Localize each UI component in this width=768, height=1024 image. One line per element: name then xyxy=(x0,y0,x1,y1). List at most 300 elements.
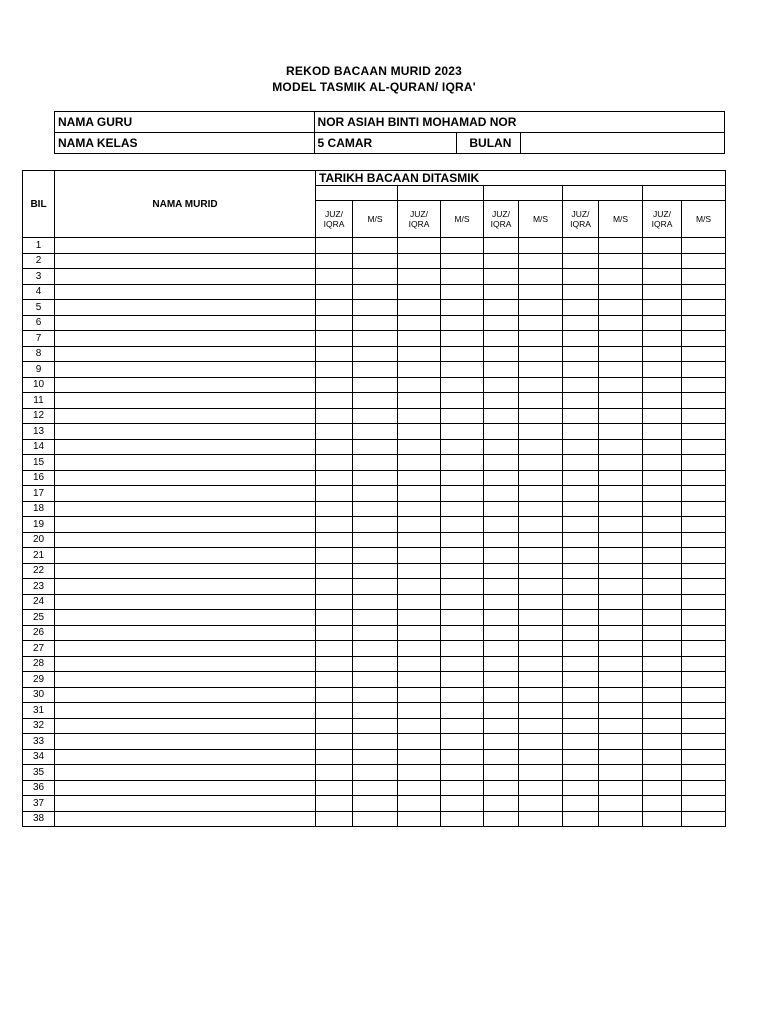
juz-iqra-cell[interactable] xyxy=(398,811,441,827)
juz-iqra-cell[interactable] xyxy=(398,393,441,409)
ms-cell[interactable] xyxy=(519,703,563,719)
juz-iqra-cell[interactable] xyxy=(484,749,519,765)
juz-iqra-cell[interactable] xyxy=(563,315,599,331)
ms-cell[interactable] xyxy=(441,377,484,393)
ms-cell[interactable] xyxy=(599,749,643,765)
ms-cell[interactable] xyxy=(599,346,643,362)
juz-iqra-cell[interactable] xyxy=(563,253,599,269)
ms-cell[interactable] xyxy=(599,253,643,269)
juz-iqra-cell[interactable] xyxy=(563,594,599,610)
ms-cell[interactable] xyxy=(682,269,726,285)
ms-cell[interactable] xyxy=(353,641,398,657)
juz-iqra-cell[interactable] xyxy=(398,780,441,796)
juz-iqra-cell[interactable] xyxy=(643,641,682,657)
ms-cell[interactable] xyxy=(682,284,726,300)
juz-iqra-cell[interactable] xyxy=(484,300,519,316)
ms-cell[interactable] xyxy=(353,346,398,362)
juz-iqra-cell[interactable] xyxy=(398,796,441,812)
ms-cell[interactable] xyxy=(682,331,726,347)
juz-iqra-cell[interactable] xyxy=(316,672,353,688)
ms-cell[interactable] xyxy=(599,672,643,688)
ms-cell[interactable] xyxy=(441,625,484,641)
ms-cell[interactable] xyxy=(441,532,484,548)
nama-murid-cell[interactable] xyxy=(55,703,316,719)
juz-iqra-cell[interactable] xyxy=(398,253,441,269)
ms-cell[interactable] xyxy=(441,455,484,471)
ms-cell[interactable] xyxy=(599,424,643,440)
ms-cell[interactable] xyxy=(441,796,484,812)
ms-cell[interactable] xyxy=(519,346,563,362)
nama-murid-cell[interactable] xyxy=(55,393,316,409)
juz-iqra-cell[interactable] xyxy=(316,687,353,703)
ms-cell[interactable] xyxy=(353,486,398,502)
juz-iqra-cell[interactable] xyxy=(643,672,682,688)
juz-iqra-cell[interactable] xyxy=(316,811,353,827)
nama-murid-cell[interactable] xyxy=(55,238,316,254)
ms-cell[interactable] xyxy=(599,269,643,285)
nama-murid-cell[interactable] xyxy=(55,300,316,316)
juz-iqra-cell[interactable] xyxy=(316,532,353,548)
juz-iqra-cell[interactable] xyxy=(398,517,441,533)
ms-cell[interactable] xyxy=(519,439,563,455)
juz-iqra-cell[interactable] xyxy=(563,269,599,285)
juz-iqra-cell[interactable] xyxy=(316,501,353,517)
nama-murid-cell[interactable] xyxy=(55,687,316,703)
ms-cell[interactable] xyxy=(441,656,484,672)
nama-murid-cell[interactable] xyxy=(55,501,316,517)
ms-cell[interactable] xyxy=(599,362,643,378)
juz-iqra-cell[interactable] xyxy=(484,424,519,440)
juz-iqra-cell[interactable] xyxy=(316,734,353,750)
juz-iqra-cell[interactable] xyxy=(316,300,353,316)
juz-iqra-cell[interactable] xyxy=(563,734,599,750)
date-cell[interactable] xyxy=(643,186,726,201)
nama-murid-cell[interactable] xyxy=(55,315,316,331)
juz-iqra-cell[interactable] xyxy=(484,470,519,486)
ms-cell[interactable] xyxy=(599,625,643,641)
ms-cell[interactable] xyxy=(519,486,563,502)
nama-murid-cell[interactable] xyxy=(55,765,316,781)
ms-cell[interactable] xyxy=(682,703,726,719)
ms-cell[interactable] xyxy=(682,346,726,362)
juz-iqra-cell[interactable] xyxy=(643,594,682,610)
ms-cell[interactable] xyxy=(519,656,563,672)
ms-cell[interactable] xyxy=(599,796,643,812)
ms-cell[interactable] xyxy=(441,811,484,827)
ms-cell[interactable] xyxy=(519,594,563,610)
juz-iqra-cell[interactable] xyxy=(563,749,599,765)
juz-iqra-cell[interactable] xyxy=(484,625,519,641)
ms-cell[interactable] xyxy=(519,501,563,517)
juz-iqra-cell[interactable] xyxy=(398,625,441,641)
juz-iqra-cell[interactable] xyxy=(316,408,353,424)
juz-iqra-cell[interactable] xyxy=(398,408,441,424)
juz-iqra-cell[interactable] xyxy=(643,548,682,564)
ms-cell[interactable] xyxy=(519,455,563,471)
ms-cell[interactable] xyxy=(682,253,726,269)
ms-cell[interactable] xyxy=(599,703,643,719)
ms-cell[interactable] xyxy=(353,610,398,626)
nama-murid-cell[interactable] xyxy=(55,455,316,471)
ms-cell[interactable] xyxy=(519,532,563,548)
juz-iqra-cell[interactable] xyxy=(643,253,682,269)
juz-iqra-cell[interactable] xyxy=(398,672,441,688)
juz-iqra-cell[interactable] xyxy=(563,718,599,734)
ms-cell[interactable] xyxy=(599,548,643,564)
ms-cell[interactable] xyxy=(682,610,726,626)
juz-iqra-cell[interactable] xyxy=(484,594,519,610)
ms-cell[interactable] xyxy=(353,563,398,579)
juz-iqra-cell[interactable] xyxy=(398,532,441,548)
juz-iqra-cell[interactable] xyxy=(643,501,682,517)
juz-iqra-cell[interactable] xyxy=(484,672,519,688)
nama-murid-cell[interactable] xyxy=(55,734,316,750)
ms-cell[interactable] xyxy=(441,548,484,564)
ms-cell[interactable] xyxy=(682,439,726,455)
juz-iqra-cell[interactable] xyxy=(316,238,353,254)
juz-iqra-cell[interactable] xyxy=(563,811,599,827)
juz-iqra-cell[interactable] xyxy=(316,393,353,409)
nama-murid-cell[interactable] xyxy=(55,780,316,796)
juz-iqra-cell[interactable] xyxy=(484,796,519,812)
juz-iqra-cell[interactable] xyxy=(563,501,599,517)
juz-iqra-cell[interactable] xyxy=(398,749,441,765)
juz-iqra-cell[interactable] xyxy=(643,346,682,362)
date-cell[interactable] xyxy=(398,186,484,201)
juz-iqra-cell[interactable] xyxy=(398,346,441,362)
juz-iqra-cell[interactable] xyxy=(484,377,519,393)
ms-cell[interactable] xyxy=(519,424,563,440)
juz-iqra-cell[interactable] xyxy=(398,687,441,703)
ms-cell[interactable] xyxy=(682,718,726,734)
ms-cell[interactable] xyxy=(441,718,484,734)
nama-murid-cell[interactable] xyxy=(55,517,316,533)
ms-cell[interactable] xyxy=(353,765,398,781)
ms-cell[interactable] xyxy=(519,610,563,626)
ms-cell[interactable] xyxy=(519,393,563,409)
juz-iqra-cell[interactable] xyxy=(316,594,353,610)
juz-iqra-cell[interactable] xyxy=(484,439,519,455)
juz-iqra-cell[interactable] xyxy=(398,439,441,455)
juz-iqra-cell[interactable] xyxy=(398,362,441,378)
ms-cell[interactable] xyxy=(353,594,398,610)
ms-cell[interactable] xyxy=(441,501,484,517)
juz-iqra-cell[interactable] xyxy=(316,796,353,812)
ms-cell[interactable] xyxy=(441,439,484,455)
nama-murid-cell[interactable] xyxy=(55,548,316,564)
juz-iqra-cell[interactable] xyxy=(316,641,353,657)
ms-cell[interactable] xyxy=(519,470,563,486)
nama-murid-cell[interactable] xyxy=(55,486,316,502)
nama-murid-cell[interactable] xyxy=(55,253,316,269)
nama-murid-cell[interactable] xyxy=(55,594,316,610)
juz-iqra-cell[interactable] xyxy=(643,439,682,455)
ms-cell[interactable] xyxy=(599,377,643,393)
juz-iqra-cell[interactable] xyxy=(316,439,353,455)
juz-iqra-cell[interactable] xyxy=(643,269,682,285)
juz-iqra-cell[interactable] xyxy=(643,765,682,781)
ms-cell[interactable] xyxy=(682,470,726,486)
ms-cell[interactable] xyxy=(682,532,726,548)
ms-cell[interactable] xyxy=(441,315,484,331)
juz-iqra-cell[interactable] xyxy=(484,501,519,517)
ms-cell[interactable] xyxy=(599,811,643,827)
juz-iqra-cell[interactable] xyxy=(484,610,519,626)
juz-iqra-cell[interactable] xyxy=(484,811,519,827)
ms-cell[interactable] xyxy=(441,253,484,269)
juz-iqra-cell[interactable] xyxy=(316,455,353,471)
ms-cell[interactable] xyxy=(441,672,484,688)
ms-cell[interactable] xyxy=(353,424,398,440)
juz-iqra-cell[interactable] xyxy=(316,563,353,579)
ms-cell[interactable] xyxy=(599,408,643,424)
ms-cell[interactable] xyxy=(599,501,643,517)
ms-cell[interactable] xyxy=(682,362,726,378)
ms-cell[interactable] xyxy=(441,424,484,440)
juz-iqra-cell[interactable] xyxy=(398,734,441,750)
ms-cell[interactable] xyxy=(682,424,726,440)
nama-murid-cell[interactable] xyxy=(55,579,316,595)
nama-murid-cell[interactable] xyxy=(55,377,316,393)
nama-murid-cell[interactable] xyxy=(55,718,316,734)
juz-iqra-cell[interactable] xyxy=(484,253,519,269)
ms-cell[interactable] xyxy=(599,532,643,548)
ms-cell[interactable] xyxy=(599,517,643,533)
ms-cell[interactable] xyxy=(441,346,484,362)
juz-iqra-cell[interactable] xyxy=(484,346,519,362)
ms-cell[interactable] xyxy=(599,563,643,579)
nama-murid-cell[interactable] xyxy=(55,470,316,486)
juz-iqra-cell[interactable] xyxy=(563,331,599,347)
juz-iqra-cell[interactable] xyxy=(398,331,441,347)
ms-cell[interactable] xyxy=(519,563,563,579)
ms-cell[interactable] xyxy=(519,253,563,269)
ms-cell[interactable] xyxy=(353,408,398,424)
juz-iqra-cell[interactable] xyxy=(398,765,441,781)
juz-iqra-cell[interactable] xyxy=(643,656,682,672)
ms-cell[interactable] xyxy=(353,656,398,672)
ms-cell[interactable] xyxy=(599,579,643,595)
ms-cell[interactable] xyxy=(682,672,726,688)
nama-murid-cell[interactable] xyxy=(55,439,316,455)
juz-iqra-cell[interactable] xyxy=(643,532,682,548)
juz-iqra-cell[interactable] xyxy=(316,362,353,378)
nama-murid-cell[interactable] xyxy=(55,362,316,378)
ms-cell[interactable] xyxy=(519,300,563,316)
juz-iqra-cell[interactable] xyxy=(398,548,441,564)
ms-cell[interactable] xyxy=(519,687,563,703)
juz-iqra-cell[interactable] xyxy=(484,641,519,657)
ms-cell[interactable] xyxy=(519,331,563,347)
ms-cell[interactable] xyxy=(353,532,398,548)
ms-cell[interactable] xyxy=(682,393,726,409)
nama-murid-cell[interactable] xyxy=(55,625,316,641)
juz-iqra-cell[interactable] xyxy=(643,300,682,316)
juz-iqra-cell[interactable] xyxy=(316,548,353,564)
juz-iqra-cell[interactable] xyxy=(563,284,599,300)
ms-cell[interactable] xyxy=(599,765,643,781)
nama-murid-cell[interactable] xyxy=(55,656,316,672)
juz-iqra-cell[interactable] xyxy=(316,718,353,734)
ms-cell[interactable] xyxy=(353,315,398,331)
nama-murid-cell[interactable] xyxy=(55,641,316,657)
ms-cell[interactable] xyxy=(519,718,563,734)
juz-iqra-cell[interactable] xyxy=(398,300,441,316)
juz-iqra-cell[interactable] xyxy=(643,749,682,765)
ms-cell[interactable] xyxy=(682,780,726,796)
ms-cell[interactable] xyxy=(353,501,398,517)
nama-murid-cell[interactable] xyxy=(55,331,316,347)
ms-cell[interactable] xyxy=(353,517,398,533)
ms-cell[interactable] xyxy=(519,548,563,564)
juz-iqra-cell[interactable] xyxy=(316,765,353,781)
ms-cell[interactable] xyxy=(441,269,484,285)
ms-cell[interactable] xyxy=(353,749,398,765)
nama-murid-cell[interactable] xyxy=(55,408,316,424)
ms-cell[interactable] xyxy=(353,718,398,734)
juz-iqra-cell[interactable] xyxy=(316,579,353,595)
juz-iqra-cell[interactable] xyxy=(316,269,353,285)
ms-cell[interactable] xyxy=(441,610,484,626)
ms-cell[interactable] xyxy=(599,594,643,610)
ms-cell[interactable] xyxy=(441,703,484,719)
juz-iqra-cell[interactable] xyxy=(398,641,441,657)
nama-murid-cell[interactable] xyxy=(55,284,316,300)
ms-cell[interactable] xyxy=(519,362,563,378)
ms-cell[interactable] xyxy=(353,625,398,641)
ms-cell[interactable] xyxy=(599,687,643,703)
juz-iqra-cell[interactable] xyxy=(643,610,682,626)
ms-cell[interactable] xyxy=(599,455,643,471)
ms-cell[interactable] xyxy=(519,672,563,688)
juz-iqra-cell[interactable] xyxy=(316,486,353,502)
ms-cell[interactable] xyxy=(599,486,643,502)
ms-cell[interactable] xyxy=(353,548,398,564)
ms-cell[interactable] xyxy=(682,641,726,657)
ms-cell[interactable] xyxy=(519,269,563,285)
juz-iqra-cell[interactable] xyxy=(643,455,682,471)
ms-cell[interactable] xyxy=(682,796,726,812)
ms-cell[interactable] xyxy=(441,594,484,610)
ms-cell[interactable] xyxy=(682,563,726,579)
ms-cell[interactable] xyxy=(682,625,726,641)
nama-murid-cell[interactable] xyxy=(55,532,316,548)
juz-iqra-cell[interactable] xyxy=(484,455,519,471)
juz-iqra-cell[interactable] xyxy=(316,470,353,486)
date-cell[interactable] xyxy=(563,186,643,201)
nama-murid-cell[interactable] xyxy=(55,811,316,827)
ms-cell[interactable] xyxy=(519,641,563,657)
ms-cell[interactable] xyxy=(353,393,398,409)
ms-cell[interactable] xyxy=(353,331,398,347)
ms-cell[interactable] xyxy=(599,315,643,331)
ms-cell[interactable] xyxy=(599,641,643,657)
juz-iqra-cell[interactable] xyxy=(643,486,682,502)
ms-cell[interactable] xyxy=(682,315,726,331)
juz-iqra-cell[interactable] xyxy=(316,253,353,269)
date-cell[interactable] xyxy=(484,186,563,201)
juz-iqra-cell[interactable] xyxy=(484,563,519,579)
juz-iqra-cell[interactable] xyxy=(643,362,682,378)
ms-cell[interactable] xyxy=(682,238,726,254)
ms-cell[interactable] xyxy=(519,811,563,827)
kelas-value[interactable]: 5 CAMAR xyxy=(314,133,457,154)
ms-cell[interactable] xyxy=(353,734,398,750)
juz-iqra-cell[interactable] xyxy=(484,393,519,409)
ms-cell[interactable] xyxy=(682,579,726,595)
ms-cell[interactable] xyxy=(682,486,726,502)
juz-iqra-cell[interactable] xyxy=(316,377,353,393)
ms-cell[interactable] xyxy=(519,579,563,595)
ms-cell[interactable] xyxy=(682,749,726,765)
juz-iqra-cell[interactable] xyxy=(563,780,599,796)
juz-iqra-cell[interactable] xyxy=(643,811,682,827)
juz-iqra-cell[interactable] xyxy=(316,610,353,626)
ms-cell[interactable] xyxy=(353,377,398,393)
ms-cell[interactable] xyxy=(682,594,726,610)
ms-cell[interactable] xyxy=(353,470,398,486)
juz-iqra-cell[interactable] xyxy=(484,517,519,533)
ms-cell[interactable] xyxy=(441,300,484,316)
nama-murid-cell[interactable] xyxy=(55,346,316,362)
juz-iqra-cell[interactable] xyxy=(643,284,682,300)
juz-iqra-cell[interactable] xyxy=(316,703,353,719)
ms-cell[interactable] xyxy=(599,470,643,486)
ms-cell[interactable] xyxy=(353,811,398,827)
ms-cell[interactable] xyxy=(519,749,563,765)
ms-cell[interactable] xyxy=(519,625,563,641)
juz-iqra-cell[interactable] xyxy=(484,548,519,564)
ms-cell[interactable] xyxy=(682,765,726,781)
ms-cell[interactable] xyxy=(682,734,726,750)
juz-iqra-cell[interactable] xyxy=(398,377,441,393)
juz-iqra-cell[interactable] xyxy=(563,548,599,564)
juz-iqra-cell[interactable] xyxy=(484,656,519,672)
ms-cell[interactable] xyxy=(599,284,643,300)
juz-iqra-cell[interactable] xyxy=(484,579,519,595)
nama-murid-cell[interactable] xyxy=(55,796,316,812)
juz-iqra-cell[interactable] xyxy=(643,796,682,812)
ms-cell[interactable] xyxy=(353,439,398,455)
juz-iqra-cell[interactable] xyxy=(643,703,682,719)
ms-cell[interactable] xyxy=(441,687,484,703)
juz-iqra-cell[interactable] xyxy=(563,455,599,471)
juz-iqra-cell[interactable] xyxy=(563,625,599,641)
ms-cell[interactable] xyxy=(441,408,484,424)
ms-cell[interactable] xyxy=(599,718,643,734)
juz-iqra-cell[interactable] xyxy=(643,780,682,796)
ms-cell[interactable] xyxy=(519,517,563,533)
juz-iqra-cell[interactable] xyxy=(398,594,441,610)
juz-iqra-cell[interactable] xyxy=(563,470,599,486)
ms-cell[interactable] xyxy=(441,641,484,657)
ms-cell[interactable] xyxy=(441,734,484,750)
juz-iqra-cell[interactable] xyxy=(563,672,599,688)
juz-iqra-cell[interactable] xyxy=(563,765,599,781)
juz-iqra-cell[interactable] xyxy=(484,687,519,703)
juz-iqra-cell[interactable] xyxy=(484,532,519,548)
nama-murid-cell[interactable] xyxy=(55,563,316,579)
ms-cell[interactable] xyxy=(519,284,563,300)
juz-iqra-cell[interactable] xyxy=(398,284,441,300)
juz-iqra-cell[interactable] xyxy=(563,641,599,657)
ms-cell[interactable] xyxy=(353,269,398,285)
ms-cell[interactable] xyxy=(682,455,726,471)
ms-cell[interactable] xyxy=(353,253,398,269)
juz-iqra-cell[interactable] xyxy=(398,579,441,595)
ms-cell[interactable] xyxy=(599,393,643,409)
ms-cell[interactable] xyxy=(599,734,643,750)
